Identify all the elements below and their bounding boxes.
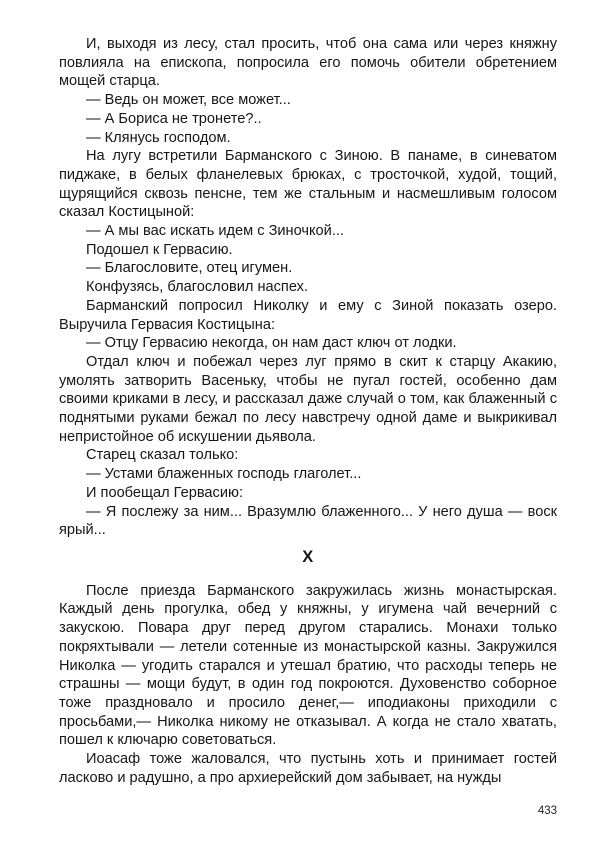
paragraph: — Отцу Гервасию некогда, он нам даст ключ от лодки. xyxy=(86,335,457,352)
paragraph: И, выходя из лесу, стал просить, чтоб она сама или через княжну повлияла на епископа, попросила его помочь обители обретением мощей старца. xyxy=(59,36,557,90)
paragraph: — Я послежу за ним... Вразумлю блаженного... У него душа — воск ярый... xyxy=(59,503,557,539)
page-text-block xyxy=(59,35,557,787)
paragraph: — Благословите, отец игумен. xyxy=(86,260,293,277)
paragraph: Подошел к Гервасию. xyxy=(86,241,233,258)
paragraph: — Устами блаженных господь глаголет... xyxy=(86,466,362,483)
paragraph: — Ведь он может, все может... xyxy=(86,92,291,109)
text-section-after-heading xyxy=(59,582,557,788)
paragraph: Конфузясь, благословил наспех. xyxy=(86,279,308,296)
chapter-heading: X xyxy=(302,547,314,566)
paragraph: На лугу встретили Барманского с Зиною. В панаме, в синеватом пиджаке, в белых фланелевых брюках, с тросточкой, худой, тощий, щурящийся сквозь пенсне, тем же стальным и насмешливым голосом сказал Костицыной: xyxy=(59,148,557,221)
paragraph: — Клянусь господом. xyxy=(86,129,231,146)
page-number: 433 xyxy=(537,805,557,817)
paragraph: — А Бориса не тронете?.. xyxy=(86,110,262,127)
paragraph: И пообещал Гервасию: xyxy=(86,484,243,501)
text-section-before-heading xyxy=(59,35,557,540)
paragraph: После приезда Барманского закружилась жизнь монастырская. Каждый день прогулка, обед у княжны, у игумена чай вечерний с закускою. Повара друг перед другом старались. Монахи только покряхтывали — летели сотенные из монастырской казны. Закружился Николка — угодить старался и утешал братию, что расходы теперь не страшны — мощи будут, в один год покроются. Духовенство соборное тоже праздновало и просило денег,— иподиаконы приходили с просьбами,— Николка никому не отказывал. А когда не стало хватать, пошел к ключарю советоваться. xyxy=(59,582,557,749)
paragraph: Иоасаф тоже жаловался, что пустынь хоть и принимает гостей ласково и радушно, а про архиерейский дом забывает, на нужды xyxy=(59,751,557,786)
paragraph: Барманский попросил Николку и ему с Зиной показать озеро. Выручила Гервасия Костицына: xyxy=(59,297,557,333)
paragraph: Старец сказал только: xyxy=(86,447,239,464)
paragraph: — А мы вас искать идем с Зиночкой... xyxy=(86,223,344,240)
paragraph: Отдал ключ и побежал через луг прямо в скит к старцу Акакию, умолять затворить Васеньку, чтобы не пугал гостей, особенно дам своими криками в лесу, и рассказал даже случай о том, как блаженный с поднятыми руками бежал по лесу навстречу одной даме и выкрикивал непристойное об искушении дьявола. xyxy=(59,353,557,445)
